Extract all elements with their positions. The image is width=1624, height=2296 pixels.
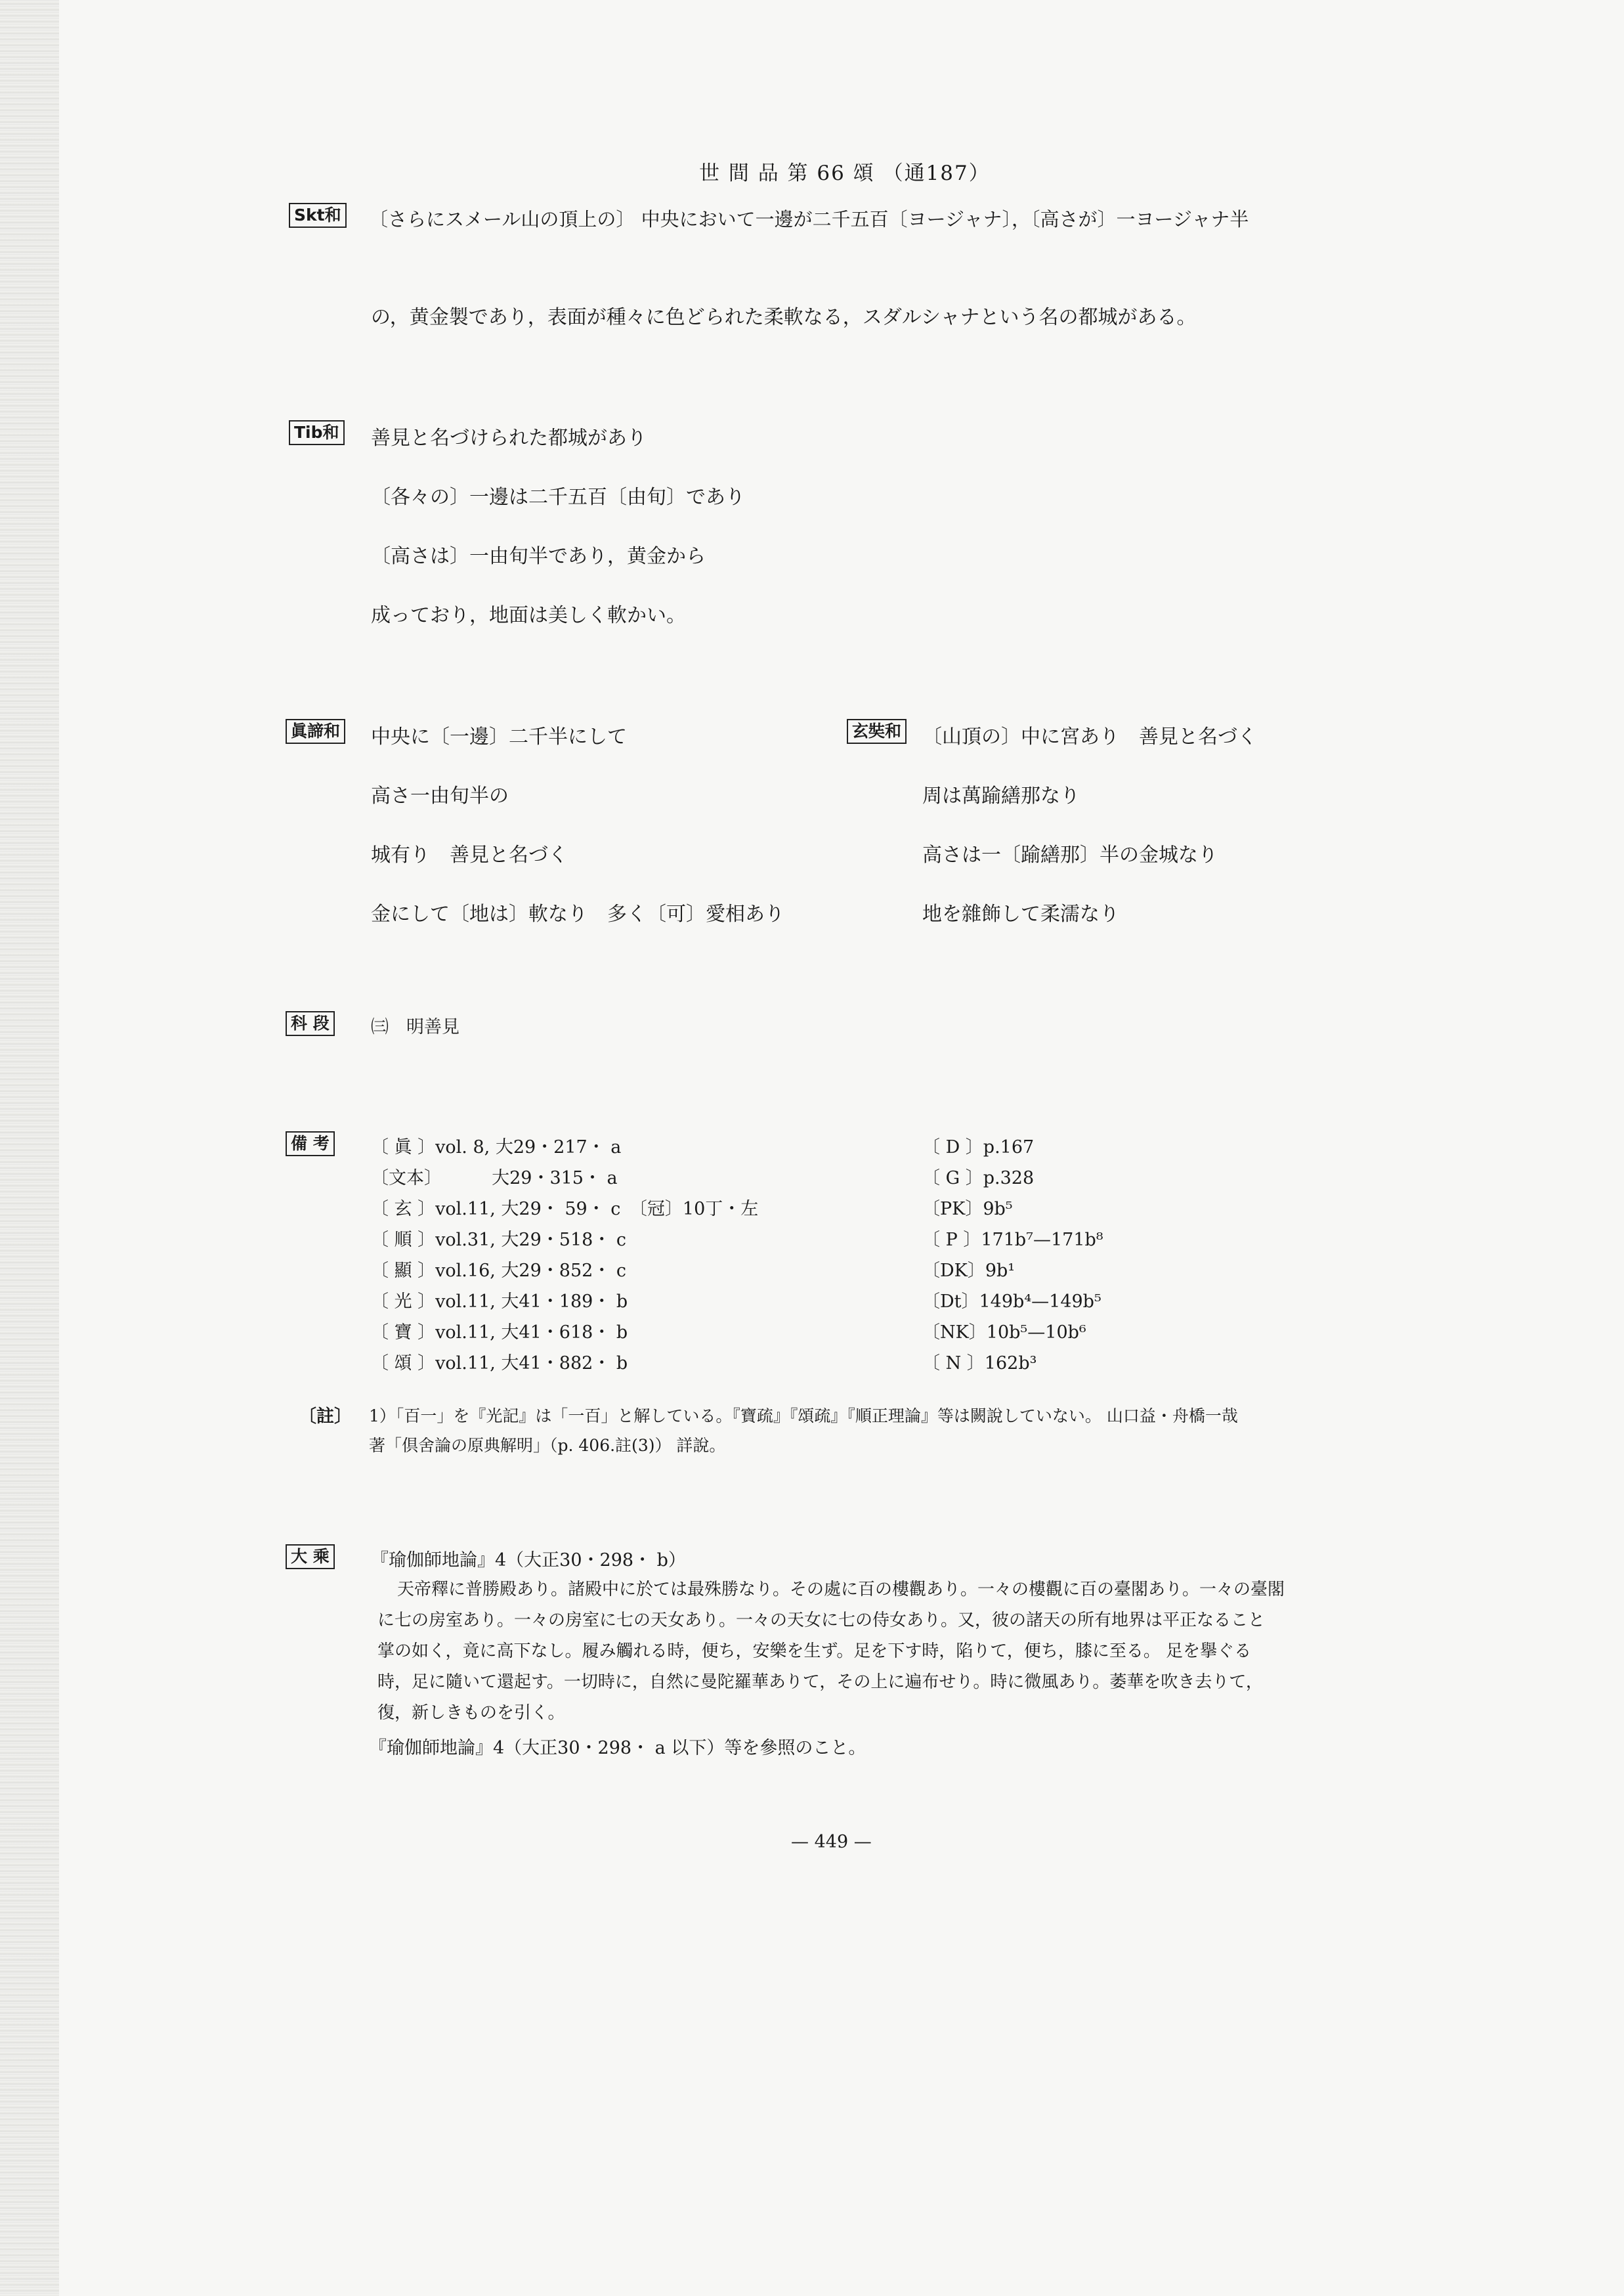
xuanzang-line-4: 地を雜飾して柔濡なり [922, 903, 1119, 926]
xuanzang-label: 玄奘和 [847, 719, 907, 744]
taisho-label: 大 乘 [286, 1544, 335, 1569]
taisho-head: 『瑜伽師地論』4（大正30・298・ b） [371, 1550, 686, 1570]
biko-right-3: 〔PK〕9b⁵ [922, 1199, 1013, 1219]
biko-left-8: 〔 頌 〕vol.11, 大41・882・ b [371, 1353, 628, 1374]
skt-label: Skt和 [289, 203, 347, 228]
tib-line-2: 〔各々の〕一邊は二千五百〔由旬〕であり [371, 486, 745, 509]
note-label: 〔註〕 [299, 1406, 352, 1427]
note-line-2: 著「倶舍論の原典解明」（p. 406.註(3)） 詳說。 [369, 1436, 726, 1455]
zhendi-line-4: 金にして〔地は〕軟なり 多く〔可〕愛相あり [371, 903, 784, 926]
tib-line-1: 善見と名づけられた都城があり [371, 427, 647, 450]
biko-left-7: 〔 寶 〕vol.11, 大41・618・ b [371, 1322, 628, 1343]
biko-right-6: 〔Dt〕149b⁴—149b⁵ [922, 1291, 1101, 1312]
biko-label: 備 考 [286, 1131, 335, 1156]
biko-left-6: 〔 光 〕vol.11, 大41・189・ b [371, 1291, 628, 1312]
page-number: — 449 — [791, 1832, 872, 1852]
note-label-text: 註 [316, 1406, 334, 1427]
biko-right-4: 〔 P 〕171b⁷—171b⁸ [922, 1230, 1103, 1250]
biko-right-2: 〔 G 〕p.328 [922, 1168, 1035, 1188]
xuanzang-line-3: 高さは一〔踰繕那〕半の金城なり [922, 844, 1218, 867]
note-line-1: 1）「百一」を『光記』は「一百」と解している。『寶疏』『頌疏』『順正理論』等は闕說していない。 山口益・舟橋一哉 [369, 1406, 1238, 1425]
biko-right-5: 〔DK〕9b¹ [922, 1261, 1015, 1281]
xuanzang-line-2: 周は萬踰繕那なり [922, 785, 1080, 808]
taisho-line-2: に七の房室あり。一々の房室に七の天女あり。一々の天女に七の侍女あり。又，彼の諸天の所有地界は平正なること [377, 1611, 1266, 1630]
biko-left-4: 〔 順 〕vol.31, 大29・518・ c [371, 1230, 627, 1250]
taisho-line-4: 時，足に隨いて還起す。一切時に，自然に曼陀羅華ありて，その上に遍布せり。時に微風あり。萎華を吹き去りて， [377, 1672, 1263, 1692]
xuanzang-line-1: 〔山頂の〕中に宮あり 善見と名づく [922, 726, 1257, 748]
biko-right-8: 〔 N 〕162b³ [922, 1353, 1037, 1374]
tib-line-3: 〔高さは〕一由旬半であり，黄金から [371, 545, 706, 568]
taisho-line-1: 天帝釋に普勝殿あり。諸殿中に於ては最殊勝なり。その處に百の樓觀あり。一々の樓觀に百の臺閣あり。一々の臺閣 [397, 1580, 1285, 1599]
page-title: 世 間 品 第 66 頌 （通187） [699, 162, 991, 185]
biko-left-1: 〔 眞 〕vol. 8, 大29・217・ a [371, 1137, 622, 1158]
zhendi-label: 眞諦和 [286, 719, 345, 744]
taisho-tail: 『瑜伽師地論』4（大正30・298・ a 以下）等を參照のこと。 [369, 1738, 866, 1758]
zhendi-line-2: 高さ一由旬半の [371, 785, 509, 808]
tib-line-4: 成っており，地面は美しく軟かい。 [371, 604, 686, 627]
biko-left-5: 〔 顯 〕vol.16, 大29・852・ c [371, 1261, 627, 1281]
skt-line-1: 〔さらにスメール山の頂上の〕 中央において一邊が二千五百〔ヨージャナ〕，〔高さが〕一ヨージャナ半 [369, 208, 1249, 230]
biko-left-3: 〔 玄 〕vol.11, 大29・ 59・ c 〔冠〕10丁・左 [371, 1199, 759, 1219]
zhendi-line-3: 城有り 善見と名づく [371, 844, 568, 867]
taisho-line-3: 掌の如く，竟に高下なし。履み觸れる時，便ち，安樂を生ず。足を下す時，陷りて，便ち，膝に至る。 足を擧ぐる [377, 1641, 1252, 1661]
taisho-line-5: 復，新しきものを引く。 [377, 1703, 565, 1723]
biko-right-1: 〔 D 〕p.167 [922, 1137, 1035, 1158]
zhendi-line-1: 中央に〔一邊〕二千半にして [371, 726, 627, 748]
biko-left-2: 〔文本〕 大29・315・ a [371, 1168, 618, 1188]
tib-label: Tib和 [289, 420, 345, 445]
scan-edge [0, 0, 59, 2296]
biko-right-7: 〔NK〕10b⁵—10b⁶ [922, 1322, 1086, 1343]
kadan-label: 科 段 [286, 1011, 335, 1036]
kadan-text: ㈢ 明善見 [371, 1017, 459, 1037]
skt-line-2: の，黄金製であり，表面が種々に色どられた柔軟なる，スダルシャナという名の都城がある。 [371, 306, 1197, 329]
